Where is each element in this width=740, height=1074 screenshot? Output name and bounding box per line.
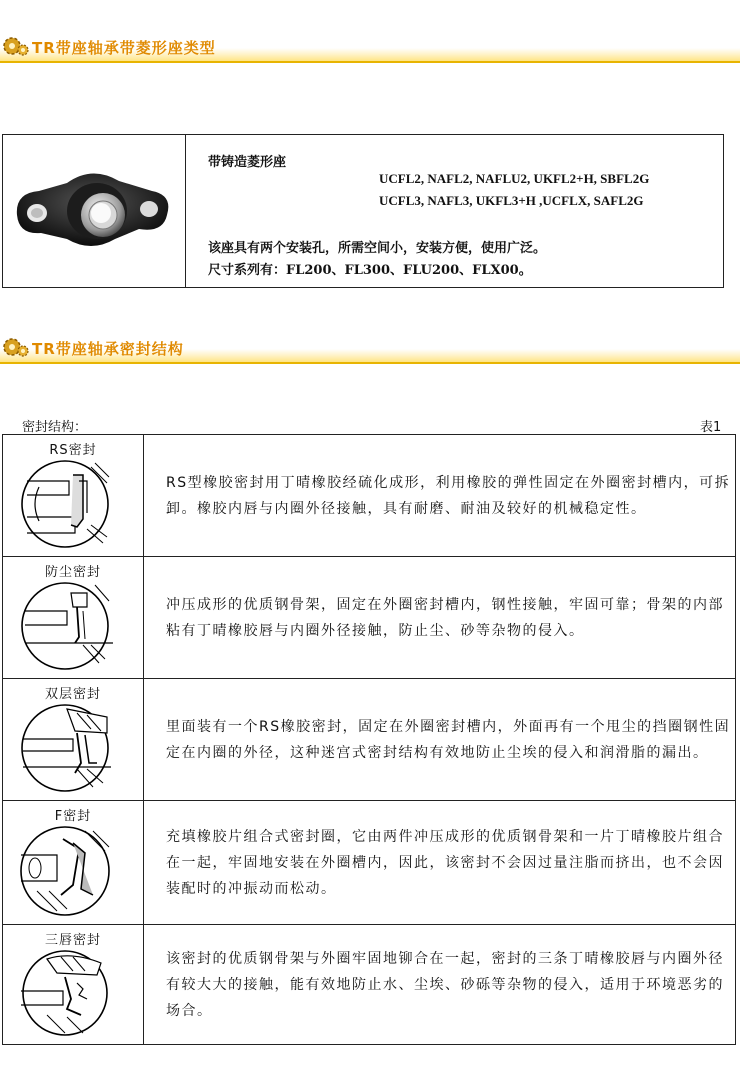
seal-image-cell bbox=[3, 557, 144, 679]
dust-seal-diagram bbox=[17, 581, 113, 671]
seal-description: 充填橡胶片组合式密封圈，它由两件冲压成形的优质钢骨架和一片丁晴橡胶片组合在一起，牢固地安装在外圈槽内，因此，该密封不会因过量注脂而挤出，也不会因装配时的冲振动而松动。 bbox=[144, 801, 736, 925]
seal-description: 冲压成形的优质钢骨架，固定在外圈密封槽内，钢性接触，牢固可靠；骨架的内部粘有丁晴橡胶唇与内圈外径接触，防止尘、砂等杂物的侵入。 bbox=[144, 557, 736, 679]
section-header-flange-types bbox=[0, 32, 740, 62]
model-list-line-2: UCFL3, NAFL3, UKFL3+H ,UCFLX, SAFL2G bbox=[379, 193, 644, 208]
seal-name: 防尘密封 bbox=[44, 565, 101, 580]
rs-seal-diagram bbox=[17, 459, 113, 549]
gear-logo-icon bbox=[2, 335, 32, 359]
section-header-seal-structure bbox=[0, 333, 740, 363]
product-title: 带铸造菱形座 bbox=[208, 155, 287, 170]
seal-name: RS密封 bbox=[49, 443, 97, 458]
section-title: TR带座轴承带菱形座类型 bbox=[32, 39, 216, 57]
product-description: 该座具有两个安装孔，所需空间小，安装方便，使用广泛。 bbox=[208, 241, 547, 256]
seal-table-number: 表1 bbox=[700, 420, 722, 435]
double-seal-diagram bbox=[17, 703, 113, 793]
section-title: TR带座轴承密封结构 bbox=[32, 340, 184, 358]
table-row bbox=[3, 925, 736, 1045]
gear-logo-icon bbox=[2, 34, 32, 58]
table-row bbox=[3, 435, 736, 557]
seal-image-cell bbox=[3, 679, 144, 801]
seal-image-cell bbox=[3, 925, 144, 1045]
seal-description: RS型橡胶密封用丁晴橡胶经硫化成形，利用橡胶的弹性固定在外圈密封槽内，可拆卸。橡胶内唇与内圈外径接触，具有耐磨、耐油及较好的机械稳定性。 bbox=[144, 435, 736, 557]
seal-name: 双层密封 bbox=[44, 687, 101, 702]
seal-description: 该密封的优质钢骨架与外圈牢固地铆合在一起，密封的三条丁晴橡胶唇与内圈外径有较大大的接触，能有效地防止水、尘埃、砂砾等杂物的侵入，适用于环境恶劣的场合。 bbox=[144, 925, 736, 1045]
table-row bbox=[3, 801, 736, 925]
seal-name: F密封 bbox=[54, 809, 92, 824]
header-rule bbox=[0, 362, 740, 364]
seal-image-cell bbox=[3, 801, 144, 925]
table-row bbox=[3, 679, 736, 801]
flange-bearing-image bbox=[7, 153, 177, 263]
seal-image-cell bbox=[3, 435, 144, 557]
seal-name: 三唇密封 bbox=[44, 933, 101, 948]
product-block bbox=[2, 134, 724, 288]
table-row bbox=[3, 557, 736, 679]
model-list-line-1: UCFL2, NAFL2, NAFLU2, UKFL2+H, SBFL2G bbox=[379, 171, 650, 186]
seal-description: 里面装有一个RS橡胶密封，固定在外圈密封槽内，外面再有一个甩尘的挡圈钢性固定在内圈的外径，这种迷宫式密封结构有效地防止尘埃的侵入和润滑脂的漏出。 bbox=[144, 679, 736, 801]
product-image-cell bbox=[3, 135, 186, 287]
header-rule bbox=[0, 61, 740, 63]
seal-table-label: 密封结构： bbox=[22, 420, 88, 435]
seal-table bbox=[2, 434, 736, 1045]
triple-lip-seal-diagram bbox=[17, 949, 113, 1037]
f-seal-diagram bbox=[17, 825, 113, 917]
product-series: 尺寸系列有：FL200、FL300、FLU200、FLX00。 bbox=[208, 263, 532, 278]
